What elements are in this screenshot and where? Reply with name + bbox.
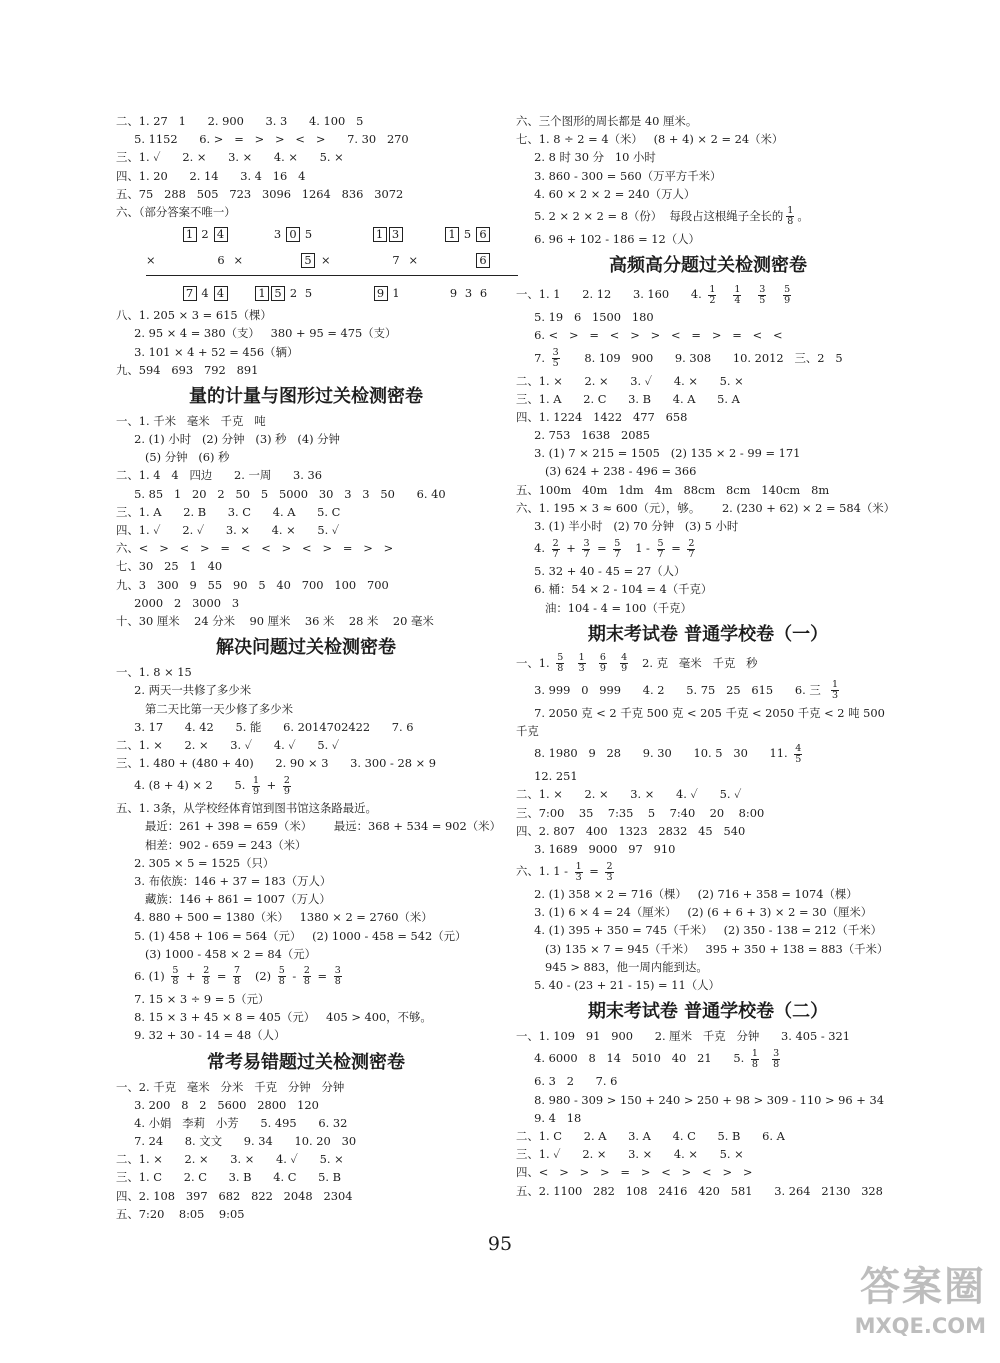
answer-line: 三、1. ✓ 2. × 3. × 4. × 5. × <box>516 1147 744 1162</box>
numerator: 3 <box>583 537 590 549</box>
answer-line: 2. 95 × 4 = 380（支） 380 + 95 = 475（支） <box>116 326 397 341</box>
answer-line: 4. $\frac{2}{7}$ + $\frac{3}{7}$ = $\frac{5}{7}$ 1 - $\frac{5}{7}$ = $\frac{2}{7}$ <box>516 537 695 560</box>
answer-line: 5. 19 6 1500 180 <box>516 310 654 325</box>
numerator: 1 <box>575 860 582 872</box>
denominator: 3 <box>832 690 839 702</box>
numerator: 2 <box>303 965 310 977</box>
fraction <box>552 539 560 560</box>
page-number: 95 <box>487 1233 513 1255</box>
numerator: 5 <box>614 537 621 549</box>
numerator: 6 <box>599 652 606 664</box>
numerator: 3 <box>773 1047 780 1059</box>
answer-line: 2. 两天一共修了多少米 <box>116 683 252 698</box>
numerator: 2 <box>606 860 613 872</box>
answer-line: 油：104 - 4 = 100（千克） <box>516 600 692 615</box>
digit: 5 <box>463 227 472 242</box>
fraction <box>657 539 665 560</box>
fraction <box>599 653 607 674</box>
digit-box: 7 <box>183 286 197 301</box>
numerator: 7 <box>234 965 241 977</box>
digit-box: 3 <box>389 227 403 242</box>
digit: 2 <box>289 286 298 301</box>
denominator: 8 <box>773 1058 780 1070</box>
answer-line: 4. 880 + 500 = 1380（米） 1380 × 2 = 2760（米） <box>116 910 433 925</box>
digit: 6 <box>479 286 488 301</box>
digit-box: 4 <box>214 227 228 242</box>
denominator: 8 <box>787 216 794 228</box>
denominator: 9 <box>599 663 606 675</box>
numerator: 5 <box>784 283 791 295</box>
answer-line: 五、7:20 8:05 9:05 <box>116 1206 245 1221</box>
vertical-calc <box>409 286 491 300</box>
answer-line: 7. $\frac{3}{5}$ 8. 109 900 9. 308 10. 2012 三、2 5 <box>516 347 843 369</box>
fraction <box>733 285 741 306</box>
denominator: 7 <box>657 548 664 560</box>
answer-line: 最近：261 + 398 = 659（米） 最远：368 + 534 = 902（米） <box>116 819 501 834</box>
multiply-sign: × <box>321 253 331 268</box>
numerator: 2 <box>552 537 559 549</box>
fraction <box>605 862 613 883</box>
answer-line: 5. 32 + 40 - 45 = 27（人） <box>516 564 686 579</box>
digit: 2 <box>201 227 209 242</box>
answer-line: 二、1. C 2. A 3. A 4. C 5. B 6. A <box>516 1128 785 1143</box>
numerator: 1 <box>751 1047 758 1059</box>
answer-line: 8. 1980 9 28 9. 30 10. 5 30 11. $\frac{4}{5}$ <box>516 742 802 765</box>
answer-line: 7. 24 8. 文文 9. 34 10. 20 30 <box>116 1134 357 1149</box>
answer-line: 2000 2 3000 3 <box>116 595 240 610</box>
answer-line: 8. 15 × 3 + 45 × 8 = 405（元） 405 > 400，不够。 <box>116 1010 432 1025</box>
answer-line: 3. (1) 6 × 4 = 24（厘米） (2) (6 + 6 + 3) × 2 = 30（厘米） <box>516 905 873 920</box>
fraction <box>708 285 716 306</box>
answer-line: 三、1. A 2. B 3. C 4. A 5. C <box>116 504 341 519</box>
answer-line: 六、< > < > = < < > < > = > > <box>116 541 394 556</box>
answer-line: 3. 101 × 4 + 52 = 456（辆） <box>116 344 299 359</box>
answer-line: 千克 <box>516 723 539 738</box>
denominator: 7 <box>614 548 621 560</box>
denominator: 7 <box>552 548 559 560</box>
digit-box: 5 <box>271 286 285 301</box>
fraction <box>783 285 791 306</box>
denominator: 7 <box>583 548 590 560</box>
answer-line: 六、1. 195 × 3 ≈ 600（元），够。 2. (230 + 62) × 2 = 584（米） <box>516 500 896 515</box>
denominator: 9 <box>283 785 290 797</box>
denominator: 3 <box>606 871 613 883</box>
denominator: 8 <box>234 976 241 988</box>
numerator: 5 <box>172 965 179 977</box>
answer-line: 三、7:00 35 7:35 5 7:40 20 8:00 <box>516 805 765 820</box>
numerator: 1 <box>253 774 260 786</box>
fraction <box>202 966 210 987</box>
answer-line: 8. 980 - 309 > 150 + 240 > 250 + 98 > 309 - 110 > 96 + 34 <box>516 1092 884 1107</box>
answer-line: 五、1. 3条，从学校经体育馆到图书馆这条路最近。 <box>116 801 377 816</box>
section-title: 高频高分题过关检测密卷 <box>609 255 807 277</box>
digit: 7 <box>392 253 400 268</box>
answer-line: 4. 6000 8 14 5010 40 21 5. $\frac{1}{8}$ $\frac{3}{8}$ <box>516 1047 780 1070</box>
answer-line: 六、1. 1 - $\frac{1}{3}$ = $\frac{2}{3}$ <box>516 860 613 883</box>
denominator: 8 <box>172 976 179 988</box>
answer-line: (3) 1000 - 458 × 2 = 84（元） <box>116 946 317 961</box>
numerator: 5 <box>557 652 564 664</box>
answer-line: 六、（部分答案不唯一） <box>116 204 236 219</box>
vertical-calc <box>409 227 491 242</box>
answer-line: 二、1. × 2. × 3. ✓ 4. ✓ 5. ✓ <box>116 737 340 752</box>
vertical-calc <box>146 227 228 242</box>
digit: 5 <box>304 286 313 301</box>
digit-box: 4 <box>214 286 228 301</box>
vertical-calc <box>234 253 316 268</box>
fraction <box>575 862 583 883</box>
answer-line: 2. 305 × 5 = 1525（只） <box>116 855 275 870</box>
answer-line: 9. 4 18 <box>516 1110 582 1125</box>
numerator: 5 <box>657 537 664 549</box>
fraction <box>171 966 179 987</box>
fraction <box>751 1049 759 1070</box>
answer-line: 二、1. 4 4 四边 2. 一周 3. 36 <box>116 468 322 483</box>
digit-box: 9 <box>374 286 388 301</box>
digit-box: 1 <box>183 227 197 242</box>
fraction <box>786 206 794 227</box>
fraction <box>252 776 260 797</box>
fraction <box>794 744 802 765</box>
multiply-sign: × <box>146 253 156 268</box>
denominator: 8 <box>203 976 210 988</box>
numerator: 2 <box>203 965 210 977</box>
digit: 3 <box>464 286 473 301</box>
digit: 6 <box>217 253 225 268</box>
numerator: 4 <box>795 742 802 754</box>
answer-line: 7. 15 × 3 ÷ 9 = 5（元） <box>116 991 270 1006</box>
numerator: 1 <box>787 205 794 217</box>
answer-line: 2. 8 时 30 分 10 小时 <box>516 150 656 165</box>
digit-box: 1 <box>255 286 269 301</box>
numerator: 2 <box>283 774 290 786</box>
answer-line: 三、1. A 2. C 3. B 4. A 5. A <box>516 391 740 406</box>
fraction <box>613 539 621 560</box>
fraction <box>283 776 291 797</box>
denominator: 3 <box>578 663 585 675</box>
digit: 1 <box>392 286 400 301</box>
calc-row <box>116 247 496 273</box>
answer-line: 一、2. 千克 毫米 分米 千克 分钟 分钟 <box>116 1079 345 1094</box>
answer-line: 12. 251 <box>516 769 578 784</box>
answer-line: 第二天比第一天少修了多少米 <box>116 701 294 716</box>
watermark-text: 答案圈 <box>860 1264 986 1310</box>
answer-line: 3. 1689 9000 97 910 <box>516 841 676 856</box>
vertical-calc <box>146 286 228 301</box>
answer-line: 二、1. 27 1 2. 900 3. 3 4. 100 5 <box>116 114 364 128</box>
answer-line: 2. (1) 358 × 2 = 716（棵） (2) 716 + 358 = 1074（棵） <box>516 887 858 902</box>
answer-line: 6. (1) $\frac{5}{8}$ + $\frac{2}{8}$ = $\frac{7}{8}$ (2) $\frac{5}{8}$ - $\frac{2}{8}$ = $\frac{3}{8}$ <box>116 965 341 988</box>
answer-line: 二、1. × 2. × 3. × 4. ✓ 5. × <box>116 1152 344 1167</box>
answer-line: 四、2. 807 400 1323 2832 45 540 <box>516 823 746 838</box>
section-title: 期末考试卷 普通学校卷（一） <box>587 623 829 645</box>
answer-line: 六、三个图形的周长都是 40 厘米。 <box>516 114 698 128</box>
denominator: 7 <box>688 548 695 560</box>
multiply-sign: × <box>408 253 419 268</box>
answer-line: 四、2. 108 397 682 822 2048 2304 <box>116 1188 353 1203</box>
answer-line: 6. 3 2 7. 6 <box>516 1074 618 1089</box>
digit-box: 6 <box>476 227 490 242</box>
denominator: 8 <box>557 663 564 675</box>
fraction <box>772 1049 780 1070</box>
answer-line: 945 > 883，他一周内能到达。 <box>516 959 708 974</box>
fraction <box>278 966 286 987</box>
answer-line: 4. (8 + 4) × 2 5. $\frac{1}{9}$ + $\frac{2}{9}$ <box>116 774 290 797</box>
answer-line: 5. 40 - (23 + 21 - 15) = 11（人） <box>516 978 720 992</box>
digit-box: 1 <box>373 227 387 242</box>
numerator: 5 <box>278 965 285 977</box>
numerator: 1 <box>832 679 839 691</box>
fraction <box>620 653 628 674</box>
answer-line: 3. (1) 半小时 (2) 70 分钟 (3) 5 小时 <box>516 519 739 533</box>
denominator: 8 <box>751 1058 758 1070</box>
answer-line: 十、30 厘米 24 分米 90 厘米 36 米 28 米 20 毫米 <box>116 613 434 628</box>
vertical-calc <box>409 253 491 268</box>
answer-line: 5. 2 × 2 × 2 = 8（份） 每段占这根绳子全长的 $\frac{1}{8}$ 。 <box>516 205 809 228</box>
digit-box: 1 <box>445 227 459 242</box>
fraction <box>831 680 839 701</box>
answer-line: 2. (1) 小时 (2) 分钟 (3) 秒 (4) 分钟 <box>116 432 340 447</box>
answer-line: 二、1. × 2. × 3. × 4. ✓ 5. ✓ <box>516 787 742 802</box>
vertical-calc <box>234 286 316 301</box>
fraction <box>303 966 311 987</box>
numerator: 2 <box>688 537 695 549</box>
answer-line: 6. < > = < > > < = > = < < <box>516 328 783 343</box>
numerator: 4 <box>621 652 628 664</box>
answer-line: 三、1. 480 + (480 + 40) 2. 90 × 3 3. 300 - 28 × 9 <box>116 756 437 771</box>
numerator: 3 <box>759 283 766 295</box>
calc-row <box>116 221 496 247</box>
answer-line: 5. 85 1 20 2 50 5 5000 30 3 3 50 6. 40 <box>116 486 446 501</box>
answer-line: 3. 17 4. 42 5. 能 6. 2014702422 7. 6 <box>116 719 414 734</box>
answer-line: 5. 1152 6. > = > > < > 7. 30 270 <box>116 132 409 147</box>
fraction <box>334 966 342 987</box>
answer-line: 9. 32 + 30 - 14 = 48（人） <box>116 1028 286 1043</box>
section-title: 量的计量与图形过关检测密卷 <box>189 385 423 407</box>
denominator: 4 <box>734 294 741 306</box>
answer-line: 5. (1) 458 + 106 = 564（元） (2) 1000 - 458 = 542（元） <box>116 928 467 943</box>
vertical-calc <box>234 227 316 242</box>
answer-line: 九、594 693 792 891 <box>116 362 259 377</box>
vertical-calc <box>321 227 403 242</box>
answer-line: 3. 860 - 300 = 560（万平方千米） <box>516 168 722 183</box>
fraction <box>578 653 586 674</box>
digit: 3 <box>273 227 282 242</box>
answer-line: (3) 135 × 7 = 945（千米） 395 + 350 + 138 = 883（千米） <box>516 941 889 956</box>
denominator: 8 <box>278 976 285 988</box>
right-column <box>516 112 900 1200</box>
denominator: 5 <box>552 358 559 369</box>
fraction <box>556 653 564 674</box>
denominator: 9 <box>621 663 628 675</box>
answer-line: 七、30 25 1 40 <box>116 559 223 574</box>
answer-line: 4. 小娟 李莉 小芳 5. 495 6. 32 <box>116 1115 348 1130</box>
answer-line: 三、1. ✓ 2. × 3. × 4. × 5. × <box>116 150 344 165</box>
answer-line: 2. 753 1638 2085 <box>516 428 651 443</box>
answer-line: 九、3 300 9 55 90 5 40 700 100 700 <box>116 577 389 592</box>
digit: 9 <box>449 286 458 301</box>
answer-line: 四、1. 1224 1422 477 658 <box>516 409 688 424</box>
digit: 5 <box>304 227 313 242</box>
numerator: 3 <box>334 965 341 977</box>
denominator: 8 <box>303 976 310 988</box>
digit-box: 6 <box>476 253 490 268</box>
answer-line: 一、1. 1 2. 12 3. 160 4. $\frac{1}{2}$ $\frac{1}{4}$ $\frac{3}{5}$ $\frac{5}{9}$ <box>516 283 791 306</box>
answer-line: 3. 999 0 999 4. 2 5. 75 25 615 6. 三 $\frac{1}{3}$ <box>516 679 839 702</box>
watermark-url: MXQE.COM <box>854 1314 986 1338</box>
answer-line: 二、1. × 2. × 3. ✓ 4. × 5. × <box>516 373 744 388</box>
denominator: 9 <box>784 294 791 306</box>
watermark-logo <box>836 1261 986 1353</box>
answer-line: 五、100m 40m 1dm 4m 88cm 8cm 140cm 8m <box>516 482 830 497</box>
left-column <box>116 112 501 1223</box>
numerator: 1 <box>578 652 585 664</box>
answer-line: 七、1. 8 ÷ 2 = 4（米） (8 + 4) × 2 = 24（米） <box>516 132 784 147</box>
answer-line: 3. (1) 7 × 215 = 1505 (2) 135 × 2 - 99 = 171 <box>516 446 801 461</box>
denominator: 9 <box>253 785 260 797</box>
answer-line: 4. 60 × 2 × 2 = 240（万人） <box>516 186 696 201</box>
answer-line: 一、1. 109 91 900 2. 厘米 千克 分钟 3. 405 - 321 <box>516 1029 851 1044</box>
multiply-sign: × <box>233 253 244 268</box>
answer-line: 八、1. 205 × 3 = 615（棵） <box>116 308 272 323</box>
answer-line: 3. 200 8 2 5600 2800 120 <box>116 1097 319 1112</box>
answer-line: (5) 分钟 (6) 秒 <box>116 450 230 465</box>
digit-box: 0 <box>286 227 300 242</box>
denominator: 2 <box>709 294 716 306</box>
numerator: 3 <box>552 347 559 358</box>
answer-line: 一、1. $\frac{5}{8}$ $\frac{1}{3}$ $\frac{6}{9}$ $\frac{4}{9}$ 2. 克 毫米 千克 秒 <box>516 652 758 675</box>
fraction <box>233 966 241 987</box>
section-title: 解决问题过关检测密卷 <box>216 637 396 659</box>
answer-line: 四、< > > > = > < > < > > <box>516 1165 753 1180</box>
answer-line: 四、1. 20 2. 14 3. 4 16 4 <box>116 168 306 183</box>
answer-line: 三、1. C 2. C 3. B 4. C 5. B <box>116 1170 342 1185</box>
answer-line: 4. (1) 395 + 350 = 745（千米） (2) 350 - 138 = 212（千米） <box>516 923 882 938</box>
denominator: 5 <box>795 753 802 765</box>
answer-line: 一、1. 8 × 15 <box>116 665 192 680</box>
section-title: 期末考试卷 普通学校卷（二） <box>587 1001 829 1023</box>
calc-row <box>116 280 496 306</box>
numerator: 1 <box>734 283 741 295</box>
answer-line: 四、1. ✓ 2. ✓ 3. × 4. × 5. ✓ <box>116 523 340 537</box>
answer-line: 7. 2050 克 < 2 千克 500 克 < 205 千克 < 2050 千克 < 2 吨 500 <box>516 705 885 720</box>
answer-line: (3) 624 + 238 - 496 = 366 <box>516 464 697 479</box>
digit-box: 5 <box>301 253 315 268</box>
fraction <box>758 285 766 306</box>
fraction <box>552 348 560 369</box>
denominator: 5 <box>759 294 766 306</box>
fraction <box>687 539 695 560</box>
section-title: 常考易错题过关检测密卷 <box>207 1051 405 1073</box>
answer-line: 五、2. 1100 282 108 2416 420 581 3. 264 2130 328 <box>516 1183 883 1198</box>
vertical-calc <box>321 286 403 301</box>
vertical-calc <box>321 253 403 267</box>
vertical-calc <box>146 253 228 267</box>
numerator: 1 <box>709 283 716 295</box>
denominator: 8 <box>334 976 341 988</box>
answer-line: 五、75 288 505 723 3096 1264 836 3072 <box>116 186 404 201</box>
denominator: 3 <box>575 871 582 883</box>
answer-line: 6. 96 + 102 - 186 = 12（人） <box>516 231 700 246</box>
answer-line: 一、1. 千米 毫米 千克 吨 <box>116 413 266 428</box>
calc-divider <box>146 275 518 278</box>
digit: 4 <box>201 286 209 301</box>
fraction <box>582 539 590 560</box>
answer-line: 藏族：146 + 861 = 1007（万人） <box>116 892 331 907</box>
answer-line: 相差：902 - 659 = 243（米） <box>116 837 307 852</box>
answer-line: 3. 布依族：146 + 37 = 183（万人） <box>116 874 332 888</box>
answer-line: 6. 桶：54 × 2 - 104 = 4（千克） <box>516 582 713 597</box>
